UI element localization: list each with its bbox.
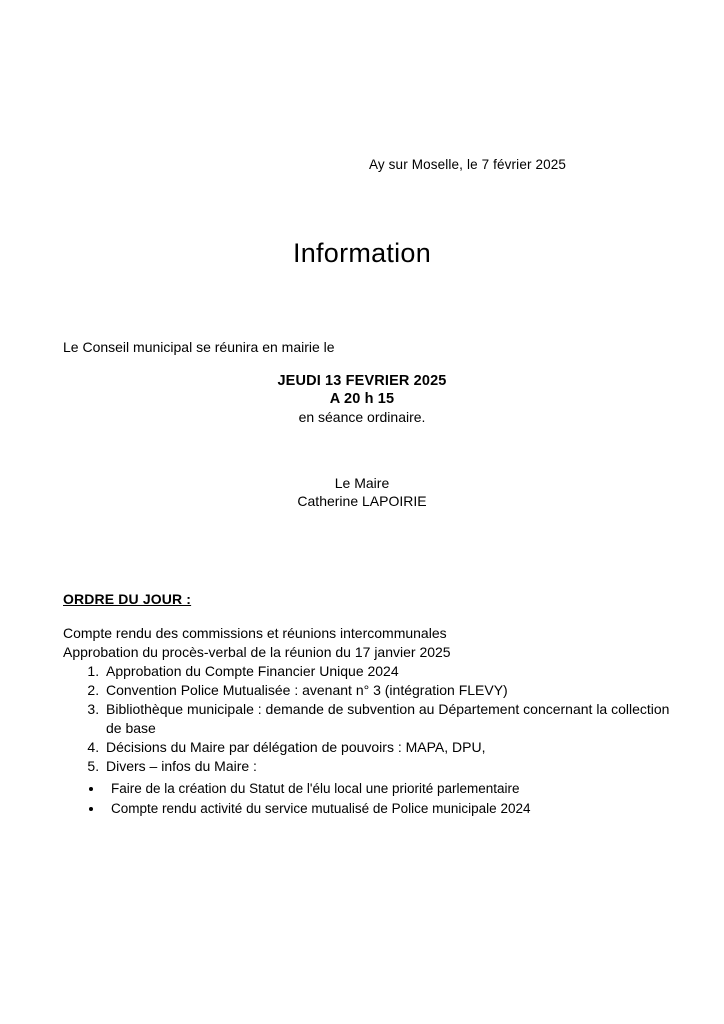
intro-sentence: Le Conseil municipal se réunira en mairie le — [63, 339, 335, 355]
place-and-date: Ay sur Moselle, le 7 février 2025 — [369, 157, 567, 172]
agenda-subitem: • Compte rendu activité du service mutualisé de Police municipale 2024 — [104, 799, 683, 819]
agenda-intro-line: Approbation du procès-verbal de la réunion du 17 janvier 2025 — [63, 644, 451, 660]
agenda-intro-line: Compte rendu des commissions et réunions intercommunales — [63, 625, 447, 641]
agenda-body — [63, 624, 683, 819]
agenda-item: 5. Divers – infos du Maire : — [103, 757, 683, 776]
signature — [0, 474, 724, 510]
meeting-date: JEUDI 13 FEVRIER 2025 — [277, 373, 447, 389]
signature-role: Le Maire — [334, 475, 390, 491]
meeting-session-type: en séance ordinaire. — [298, 409, 426, 425]
agenda-heading: ORDRE DU JOUR : — [63, 591, 192, 607]
agenda-item: 3. Bibliothèque municipale : demande de subvention au Département concernant la collection de base — [103, 700, 683, 738]
agenda-item: 4. Décisions du Maire par délégation de pouvoirs : MAPA, DPU, — [103, 738, 683, 757]
meeting-time: A 20 h 15 — [329, 391, 395, 407]
signature-name: Catherine LAPOIRIE — [297, 493, 427, 509]
meeting-details — [0, 372, 724, 426]
agenda-numbered-list — [63, 662, 683, 776]
agenda-item: 1. Approbation du Compte Financier Unique 2024 — [103, 662, 683, 681]
agenda-subitem: • Faire de la création du Statut de l'élu local une priorité parlementaire — [104, 779, 683, 799]
page-title: Information — [292, 238, 432, 268]
agenda-bullet-list — [63, 779, 683, 819]
agenda-item: 2. Convention Police Mutualisée : avenant n° 3 (intégration FLEVY) — [103, 681, 683, 700]
